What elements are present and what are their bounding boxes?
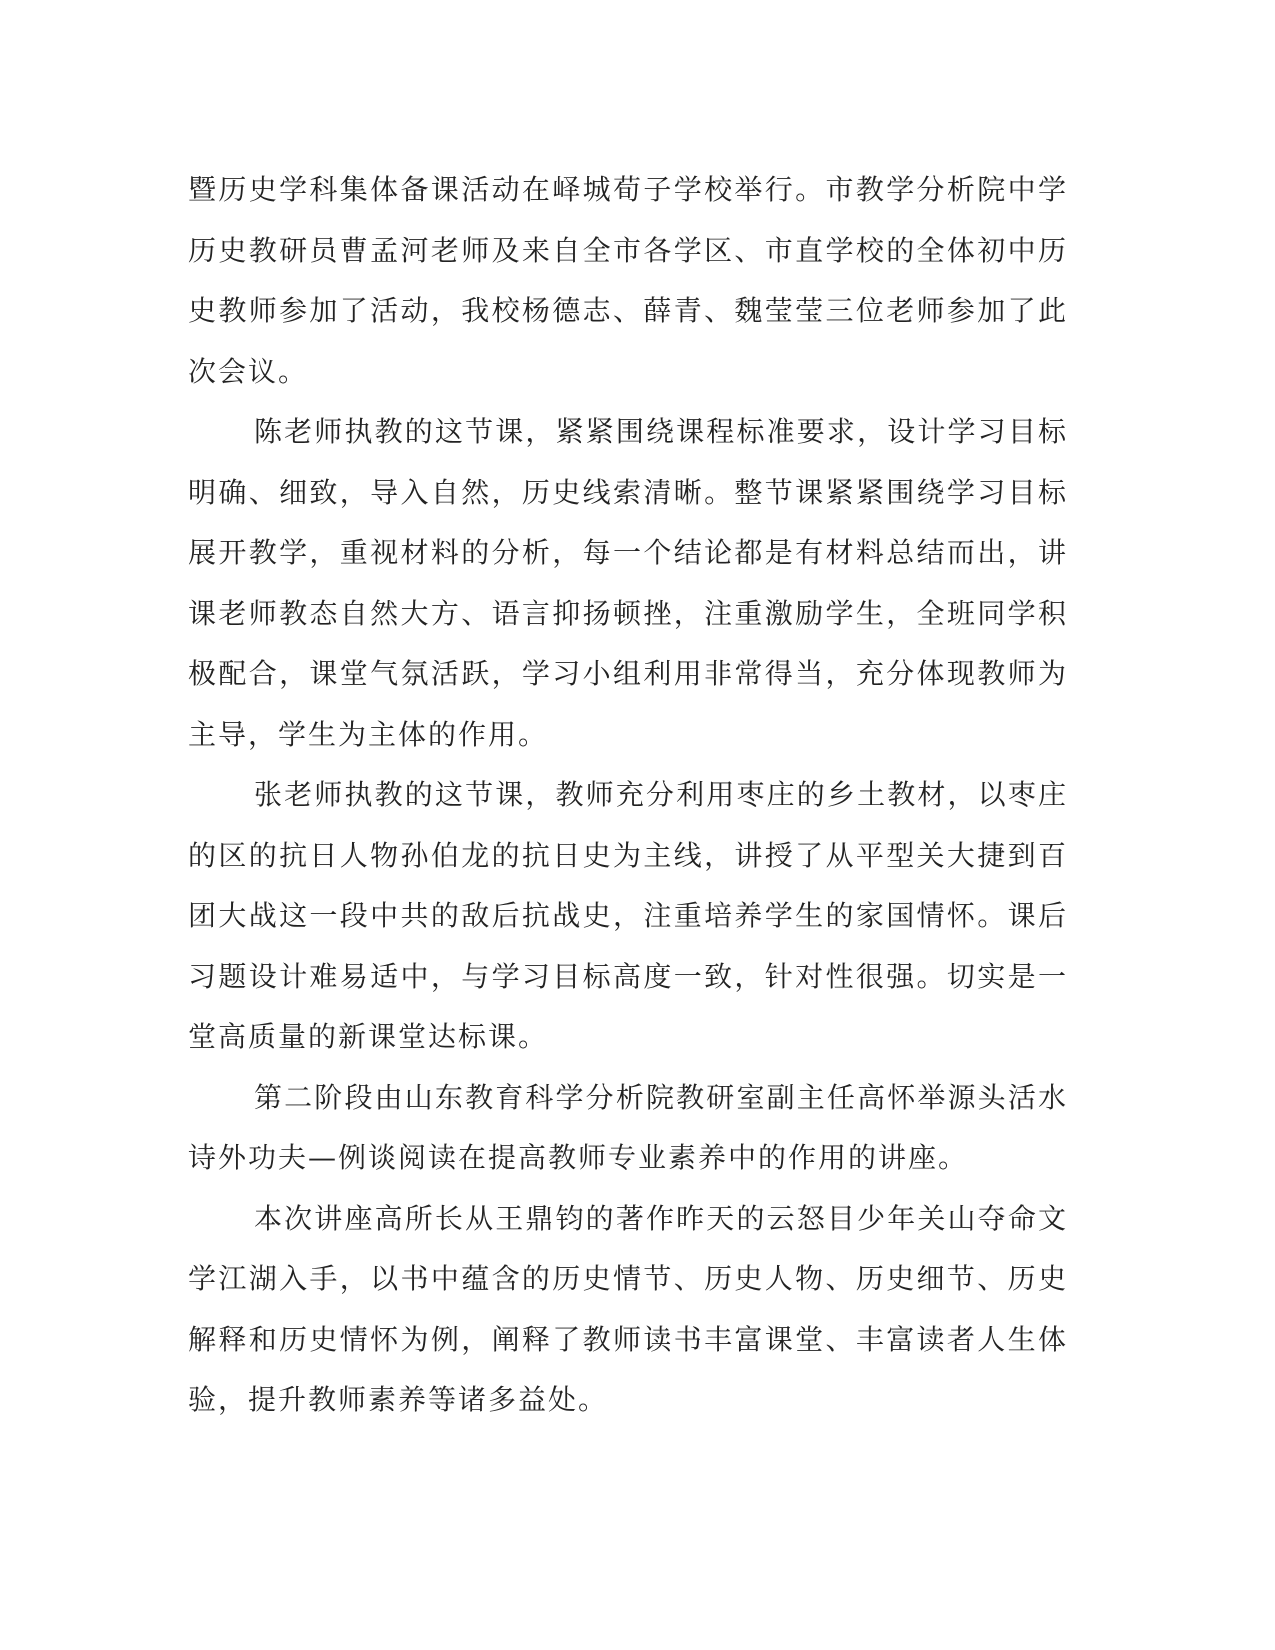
paragraph-second-stage: 第二阶段由山东教育科学分析院教研室副主任高怀举源头活水诗外功夫—例谈阅读在提高教师专业素养中的作用的讲座。: [188, 1080, 1068, 1174]
paragraph-intro: 暨历史学科集体备课活动在峄城荀子学校举行。市教学分析院中学历史教研员曹孟河老师及来自全市各学区、市直学校的全体初中历史教师参加了活动，我校杨德志、薛青、魏莹莹三位老师参加了此次会议。: [188, 173, 1068, 388]
paragraph-lecture: 本次讲座高所长从王鼎钧的著作昨天的云怒目少年关山夺命文学江湖入手，以书中蕴含的历史情节、历史人物、历史细节、历史解释和历史情怀为例，阐释了教师读书丰富课堂、丰富读者人生体验，提升教师素养等诸多益处。: [188, 1201, 1068, 1416]
document-body: [188, 160, 1068, 1431]
paragraph-zhang-lesson: 张老师执教的这节课，教师充分利用枣庄的乡土教材，以枣庄的区的抗日人物孙伯龙的抗日史为主线，讲授了从平型关大捷到百团大战这一段中共的敌后抗战史，注重培养学生的家国情怀。课后习题设计难易适中，与学习目标高度一致，针对性很强。切实是一堂高质量的新课堂达标课。: [188, 778, 1068, 1053]
paragraph-chen-lesson: 陈老师执教的这节课，紧紧围绕课程标准要求，设计学习目标明确、细致，导入自然，历史线索清晰。整节课紧紧围绕学习目标展开教学，重视材料的分析，每一个结论都是有材料总结而出，讲课老师教态自然大方、语言抑扬顿挫，注重激励学生，全班同学积极配合，课堂气氛活跃，学习小组利用非常得当，充分体现教师为主导，学生为主体的作用。: [188, 415, 1068, 751]
